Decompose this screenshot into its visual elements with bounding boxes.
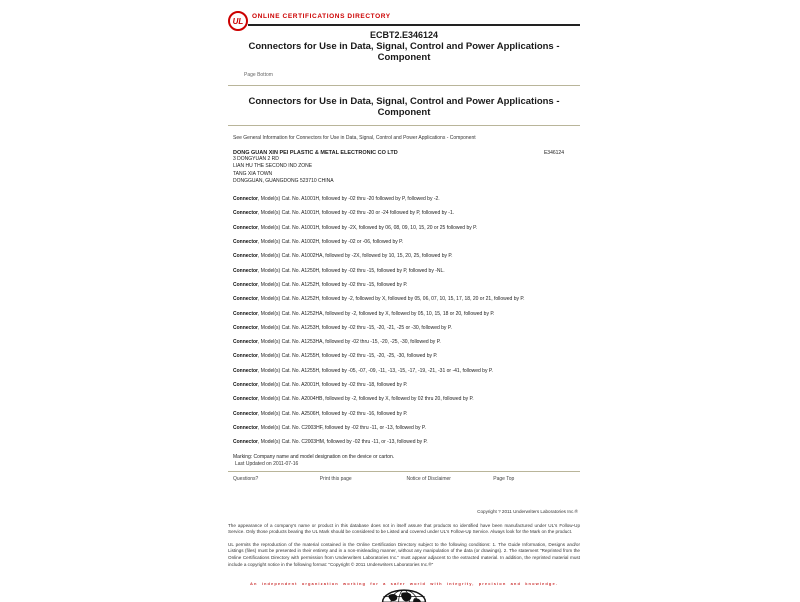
model-row-text: , Model(s) Cat. No. A1252HA, followed by -2, followed by X, followed by 05, 10, 15, 18 or 20, followed by P. bbox=[258, 310, 495, 317]
model-row-text: , Model(s) Cat. No. A1255H, followed by -05, -07, -09, -11, -13, -15, -17, -19, -21, -31 or -41, followed by P. bbox=[258, 367, 493, 374]
model-row-label: Connector bbox=[233, 196, 258, 203]
model-row-text: , Model(s) Cat. No. A1002HA, followed by -2X, followed by 10, 15, 20, 25, followed by P. bbox=[258, 253, 453, 260]
general-information-link[interactable]: See General Information for Connectors for Use in Data, Signal, Control and Power Applications - Component bbox=[233, 135, 476, 141]
file-number: E346124 bbox=[543, 150, 564, 156]
model-row-text: , Model(s) Cat. No. A1001H, followed by -02 thru -20 or -24 followed by P, followed by -1. bbox=[258, 210, 455, 217]
model-row bbox=[233, 225, 580, 231]
model-row bbox=[233, 339, 580, 345]
model-row bbox=[233, 210, 580, 216]
ul-tagline: An independent organization working for a safer world with integrity, precision and knowledge. bbox=[249, 581, 558, 587]
model-row-text: , Model(s) Cat. No. A1253HA, followed by -02 thru -15, -20, -25, -30, followed by P. bbox=[258, 339, 441, 346]
model-row bbox=[233, 296, 580, 302]
model-row bbox=[233, 439, 580, 445]
address-line: 3 DONGYUAN 2 RD bbox=[233, 156, 279, 162]
model-row-text: , Model(s) Cat. No. A1002H, followed by -02 or -06, followed by P. bbox=[258, 239, 404, 246]
model-row-text: , Model(s) Cat. No. A2004HB, followed by -2, followed by X, followed by 02 thru 20, followed by P. bbox=[258, 396, 474, 403]
file-number-title: ECBT2.E346124 bbox=[369, 30, 439, 40]
model-row-label: Connector bbox=[233, 281, 258, 288]
model-row-label: Connector bbox=[233, 439, 258, 446]
model-row bbox=[233, 268, 580, 274]
model-row bbox=[233, 196, 580, 202]
model-row bbox=[233, 282, 580, 288]
divider bbox=[228, 471, 580, 472]
model-row bbox=[233, 353, 580, 359]
model-row-text: , Model(s) Cat. No. A1252H, followed by -2, followed by X, followed by 05, 06, 07, 10, 15, 17, 18, 20 or 21, followed by P. bbox=[258, 296, 525, 303]
model-row-text: , Model(s) Cat. No. A1001H, followed by -2X, followed by 06, 08, 09, 10, 15, 20 or 25 followed by P. bbox=[258, 224, 478, 231]
model-row-text: , Model(s) Cat. No. A1252H, followed by -02 thru -15, followed by P. bbox=[258, 281, 408, 288]
marking-note: Marking: Company name and model designation on the device or carton. bbox=[233, 453, 395, 460]
model-row bbox=[233, 325, 580, 331]
model-row-label: Connector bbox=[233, 324, 258, 331]
model-row-label: Connector bbox=[233, 339, 258, 346]
model-row-label: Connector bbox=[233, 353, 258, 360]
model-row-text: , Model(s) Cat. No. A1001H, followed by -02 thru -20 followed by P, followed by -2. bbox=[258, 196, 440, 203]
copyright-notice: Copyright ? 2011 Underwriters Laboratories Inc.® bbox=[477, 508, 578, 514]
model-row bbox=[233, 382, 580, 388]
section-heading: Connectors for Use in Data, Signal, Control and Power Applications - Component bbox=[248, 96, 560, 118]
model-row-text: , Model(s) Cat. No. A1255H, followed by -02 thru -15, -20, -25, -30, followed by P. bbox=[258, 353, 438, 360]
footer-links bbox=[233, 476, 580, 482]
model-row-label: Connector bbox=[233, 410, 258, 417]
model-row-text: , Model(s) Cat. No. A2506H, followed by -02 thru -16, followed by P. bbox=[258, 410, 408, 417]
model-row-label: Connector bbox=[233, 310, 258, 317]
page-top-link[interactable]: Page Top bbox=[493, 475, 515, 482]
legal-paragraph-reproduction: UL permits the reproduction of the material contained in the Online Certification Directory subject to the following conditions: 1. The Guide Information, Designs and/or Listings (files) must be presented in their entirety and in a non-misleading manner, without any manipulation of the data (or drawings). 2. The statement "Reprinted from the Online Certifications Directory with permission from Underwriters Laboratories Inc." must appear adjacent to the extracted material. In addition, the reprinted material must include a copyright notice in the following format: "Copyright © 2011 Underwriters Laboratories Inc.®" bbox=[228, 541, 580, 567]
model-row-label: Connector bbox=[233, 224, 258, 231]
model-row bbox=[233, 239, 580, 245]
model-row-label: Connector bbox=[233, 210, 258, 217]
model-row-text: , Model(s) Cat. No. A1250H, followed by -02 thru -15, followed by P, followed by -NL. bbox=[258, 267, 445, 274]
address-line: DONGGUAN, GUANGDONG 523710 CHINA bbox=[233, 177, 334, 184]
model-row bbox=[233, 425, 580, 431]
address-line: LIAN HU THE SECOND IND ZONE bbox=[233, 163, 313, 170]
brand-title-underline bbox=[248, 5, 580, 26]
model-row-label: Connector bbox=[233, 382, 258, 389]
company-address bbox=[233, 156, 580, 185]
model-row-label: Connector bbox=[233, 239, 258, 246]
model-row-text: , Model(s) Cat. No. C2003HF, followed by -02 thru -11, or -13, followed by P. bbox=[258, 424, 426, 431]
model-row-label: Connector bbox=[233, 296, 258, 303]
questions-link[interactable]: Questions? bbox=[233, 475, 259, 482]
company-name: DONG GUAN XIN PEI PLASTIC & METAL ELECTRONIC CO LTD bbox=[233, 150, 398, 156]
divider bbox=[228, 125, 580, 126]
print-page-link[interactable]: Print this page bbox=[319, 475, 352, 482]
divider bbox=[228, 85, 580, 86]
model-row-label: Connector bbox=[233, 396, 258, 403]
model-row bbox=[233, 253, 580, 259]
globe-wrap bbox=[228, 589, 580, 602]
model-row-label: Connector bbox=[233, 424, 258, 431]
model-row-text: , Model(s) Cat. No. A2001H, followed by -02 thru -18, followed by P. bbox=[258, 382, 408, 389]
last-updated: Last Updated on 2011-07-16 bbox=[235, 460, 299, 467]
model-row bbox=[233, 311, 580, 317]
model-row bbox=[233, 396, 580, 402]
address-line: TANG XIA TOWN bbox=[233, 170, 273, 177]
globe-icon bbox=[381, 589, 427, 602]
legal-paragraph-appearance: The appearance of a company's name or product in this database does not in itself assure that products so identified have been manufactured under UL's Follow-Up Service. Only those products bearing the UL Mark should be considered to be Listed and covered under UL's Follow-Up Service. Always look for the Mark on the product. bbox=[228, 522, 580, 535]
model-row-label: Connector bbox=[233, 367, 258, 374]
model-row-text: , Model(s) Cat. No. C2003HM, followed by -02 thru -11, or -13, followed by P. bbox=[258, 439, 428, 446]
content-column bbox=[228, 0, 580, 602]
model-row bbox=[233, 411, 580, 417]
ul-logo-icon: UL bbox=[228, 11, 248, 31]
model-row bbox=[233, 368, 580, 374]
model-row-label: Connector bbox=[233, 267, 258, 274]
model-list bbox=[233, 196, 580, 445]
model-row-text: , Model(s) Cat. No. A1253H, followed by -02 thru -15, -20, -21, -25 or -30, followed by P. bbox=[258, 324, 452, 331]
page-bottom-link[interactable]: Page Bottom bbox=[244, 72, 273, 78]
model-row-label: Connector bbox=[233, 253, 258, 260]
page-title: Connectors for Use in Data, Signal, Control and Power Applications - Component bbox=[248, 41, 560, 63]
directory-title: ONLINE CERTIFICATIONS DIRECTORY bbox=[252, 13, 391, 20]
brand-header bbox=[228, 5, 580, 26]
notice-disclaimer-link[interactable]: Notice of Disclaimer bbox=[406, 475, 451, 482]
